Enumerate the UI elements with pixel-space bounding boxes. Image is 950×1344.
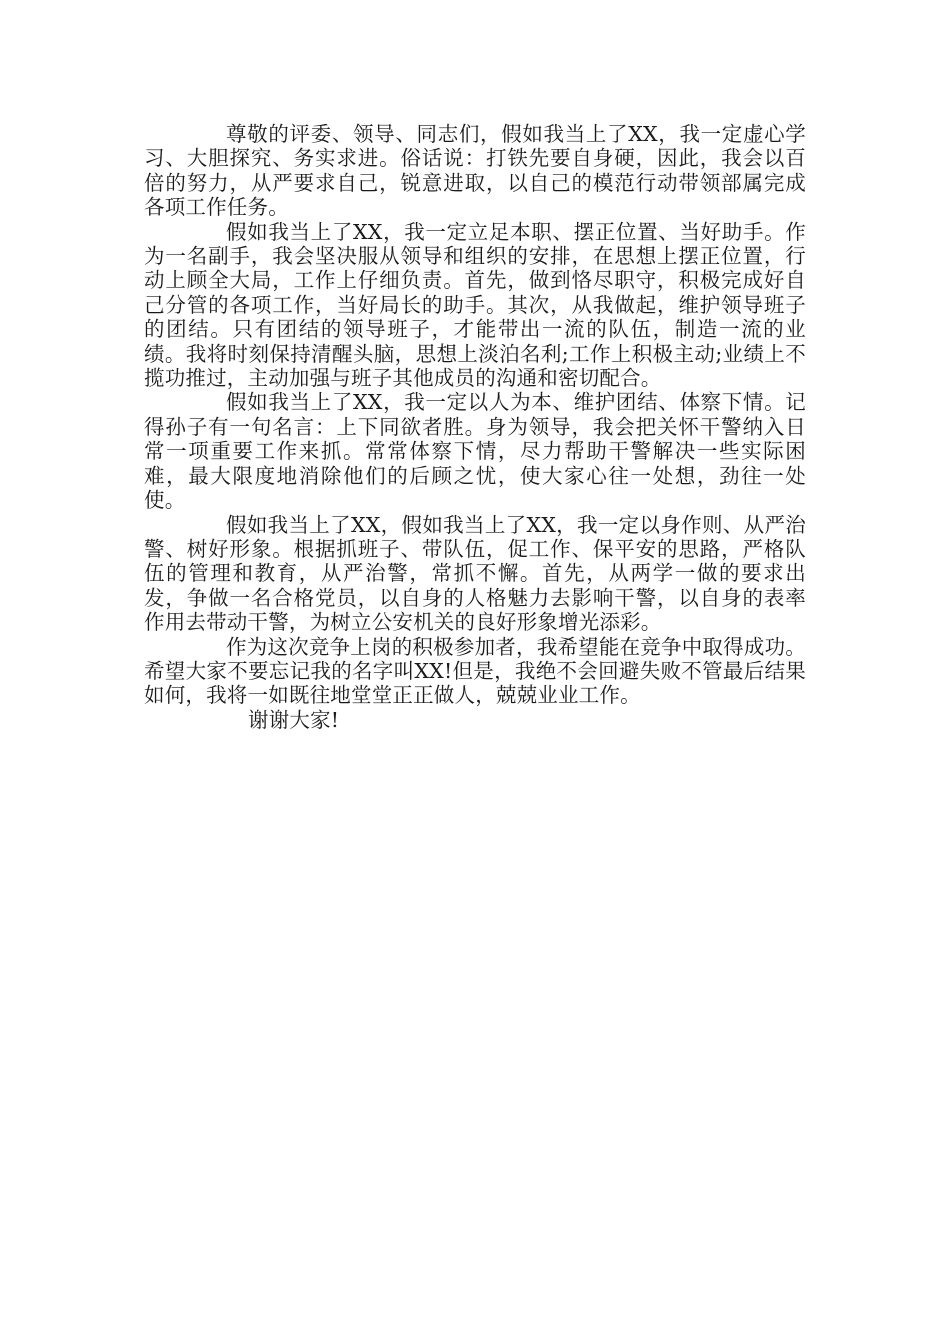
speech-body [144,122,806,732]
closing-line: 谢谢大家! [248,707,340,732]
paragraph-2: 假如我当上了XX，我一定立足本职、摆正位置、当好助手。作为一名副手，我会坚决服从领导和组织的安排，在思想上摆正位置，行动上顾全大局，工作上仔细负责。首先，做到恪尽职守，积极完成好自己分管的各项工作，当好局长的助手。其次，从我做起，维护领导班子的团结。只有团结的领导班子，才能带出一流的队伍，制造一流的业绩。我将时刻保持清醒头脑，思想上淡泊名利;工作上积极主动;业绩上不揽功推过，主动加强与班子其他成员的沟通和密切配合。 [144,219,806,391]
paragraph-1: 尊敬的评委、领导、同志们，假如我当上了XX，我一定虚心学习、大胆探究、务实求进。俗话说：打铁先要自身硬，因此，我会以百倍的努力，从严要求自己，锐意进取，以自己的模范行动带领部属完成各项工作任务。 [144,122,806,220]
paragraph-4: 假如我当上了XX，假如我当上了XX，我一定以身作则、从严治警、树好形象。根据抓班子、带队伍，促工作、保平安的思路，严格队伍的管理和教育，从严治警，常抓不懈。首先，从两学一做的要求出发，争做一名合格党员，以自身的人格魅力去影响干警，以自身的表率作用去带动干警，为树立公安机关的良好形象增光添彩。 [144,512,806,635]
paragraph-3: 假如我当上了XX，我一定以人为本、维护团结、体察下情。记得孙子有一句名言：上下同欲者胜。身为领导，我会把关怀干警纳入日常一项重要工作来抓。常常体察下情，尽力帮助干警解决一些实际困难，最大限度地消除他们的后顾之忧，使大家心往一处想，劲往一处使。 [144,390,806,513]
paragraph-5: 作为这次竞争上岗的积极参加者，我希望能在竞争中取得成功。希望大家不要忘记我的名字叫XX!但是，我绝不会回避失败不管最后结果如何，我将一如既往地堂堂正正做人，兢兢业业工作。 [144,634,806,708]
